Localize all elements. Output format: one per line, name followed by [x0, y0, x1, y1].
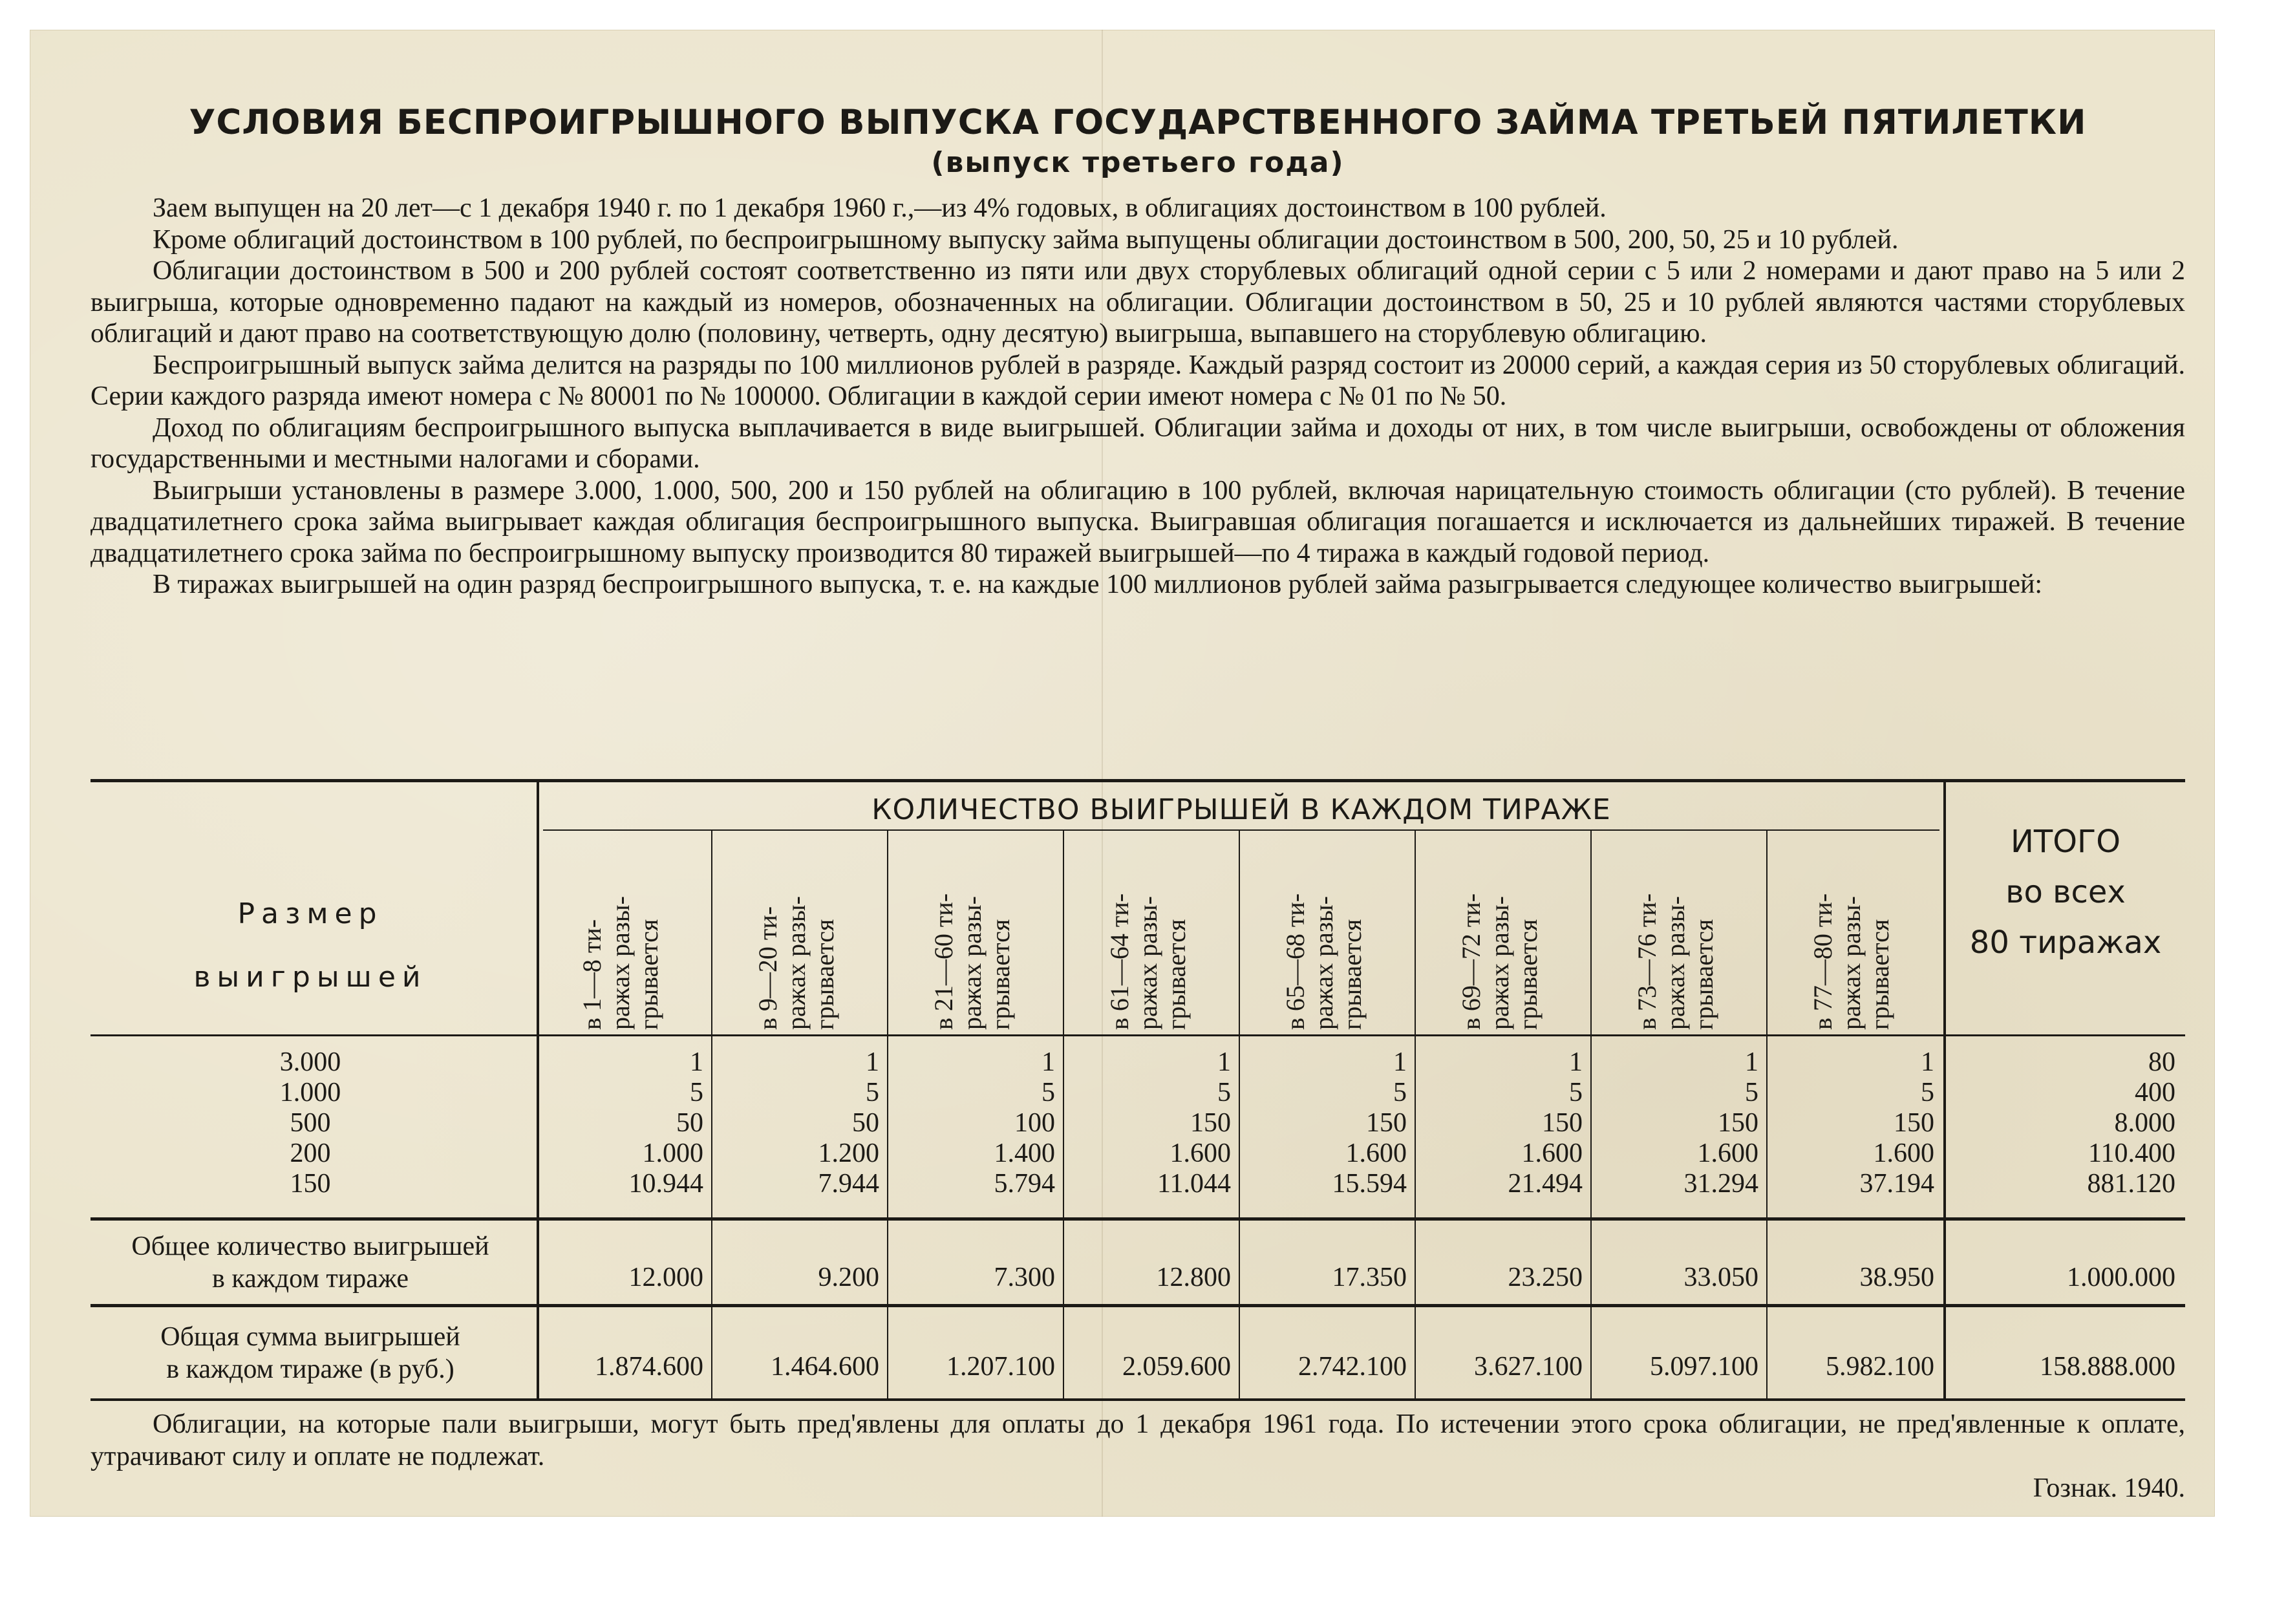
prize-size: 3.000: [279, 1047, 341, 1077]
draw-column-counts: [893, 1047, 1055, 1199]
table-cell: 1: [1921, 1047, 1934, 1077]
draw-column-counts: [1597, 1047, 1758, 1199]
table-rule: [1239, 831, 1240, 1401]
column-header-line: ражах разы-: [606, 896, 635, 1030]
table-cell: 5: [1042, 1078, 1055, 1107]
paragraph: Облигации достоинством в 500 и 200 рублей состоят соответственно из пяти или двух сторублевых облигаций одной серии с 5 или 2 номерами и дают право на 5 или 2 выигрыша, которые одновременно падают на каждый из номеров, обозначенных на облигации. Облигации достоинством в 50, 25 и 10 рублей являются частями сторублевых облигаций и дают право на соответствующую долю (половину, четверть, одну десятую) выигрыша, выпавшего на сторублевую облигацию.: [91, 256, 2185, 348]
count-row-label-line: Общее количество выигрышей: [131, 1232, 489, 1261]
sum-row-label: [91, 1321, 530, 1385]
table-cell: 1: [690, 1047, 703, 1077]
sum-cell: 1.464.600: [771, 1352, 879, 1382]
total-header: [1946, 817, 2185, 968]
closing-text: [91, 1408, 2185, 1473]
table-cell: 15.594: [1332, 1169, 1407, 1199]
table-cell: 150: [1894, 1108, 1934, 1138]
column-header-line: в 65—68 ти-: [1281, 893, 1310, 1030]
table-cell: 110.400: [2088, 1138, 2175, 1168]
column-header-line: ражах разы-: [1485, 896, 1514, 1030]
count-row-label: [91, 1230, 530, 1295]
table-rule: [887, 831, 888, 1401]
table-cell: 1.600: [1697, 1138, 1758, 1168]
sum-cell: 1.207.100: [946, 1352, 1055, 1382]
column-header-line: грывается: [1162, 919, 1191, 1030]
paragraph: Доход по облигациям беспроигрышного выпуска выплачивается в виде выигрышей. Облигации займа и доходы от них, в том числе выигрыши, освобождены от обложения государственными и местными налогами и сборами.: [91, 412, 2185, 474]
total-column: [1952, 1047, 2175, 1199]
total-header-line: ИТОГО: [2010, 824, 2121, 860]
count-cell: 38.950: [1859, 1263, 1934, 1292]
count-cell: 12.800: [1156, 1263, 1231, 1292]
table-cell: 5: [1745, 1078, 1758, 1107]
column-header-line: в 9—20 ти-: [753, 906, 782, 1030]
printer-imprint: Гознак. 1940.: [2033, 1473, 2185, 1503]
column-header-line: ражах разы-: [1837, 896, 1866, 1030]
total-header-line: 80 тиражах: [1969, 924, 2162, 961]
table-rule: [91, 1304, 2185, 1307]
total-header-line: во всех: [2005, 874, 2126, 910]
draw-column-counts: [1245, 1047, 1407, 1199]
draw-column-header: [1809, 855, 1894, 1030]
table-cell: 5: [1217, 1078, 1231, 1107]
table-cell: 150: [1190, 1108, 1231, 1138]
column-header-line: в 69—72 ти-: [1457, 893, 1486, 1030]
table-cell: 400: [2135, 1078, 2175, 1107]
table-cell: 1.400: [994, 1138, 1055, 1168]
table-cell: 1: [1217, 1047, 1231, 1077]
column-header-line: грывается: [810, 919, 839, 1030]
conditions-text: [91, 193, 2185, 601]
column-header-line: грывается: [1865, 919, 1894, 1030]
column-header-line: грывается: [1689, 919, 1718, 1030]
sum-cell: 5.982.100: [1826, 1352, 1934, 1382]
table-cell: 5: [1921, 1078, 1934, 1107]
table-cell: 150: [1542, 1108, 1583, 1138]
table-rule: [1063, 831, 1064, 1401]
column-header-line: грывается: [1513, 919, 1543, 1030]
table-cell: 150: [1718, 1108, 1758, 1138]
count-row-label-line: в каждом тираже: [212, 1264, 409, 1294]
count-cell: 9.200: [818, 1263, 879, 1292]
table-cell: 1: [1042, 1047, 1055, 1077]
prize-size-header-line: выигрышей: [193, 961, 427, 994]
paragraph: Выигрыши установлены в размере 3.000, 1.000, 500, 200 и 150 рублей на облигацию в 100 рублей, включая нарицательную стоимость облигации (сто рублей). В течение двадцатилетнего срока займа выигрывает каждая облигация беспроигрышного выпуска. Выигравшая облигация погашается и исключается из дальнейших тиражей. В течение двадцатилетнего срока займа по беспроигрышному выпуску производится 80 тиражей выигрышей—по 4 тиража в каждый годовой период.: [91, 475, 2185, 568]
draw-column-header: [1106, 855, 1191, 1030]
sum-cell: 2.059.600: [1122, 1352, 1231, 1382]
paragraph: Кроме облигаций достоинством в 100 рублей, по беспроигрышному выпуску займа выпущены облигации достоинством в 500, 200, 50, 25 и 10 рублей.: [153, 224, 1899, 255]
table-rule: [91, 1217, 2185, 1221]
count-cell: 7.300: [994, 1263, 1055, 1292]
group-header: КОЛИЧЕСТВО ВЫИГРЫШЕЙ В КАЖДОМ ТИРАЖЕ: [871, 793, 1611, 826]
prize-size: 200: [290, 1138, 331, 1168]
table-rule: [91, 1034, 2185, 1036]
sum-total-cell: 158.888.000: [2040, 1352, 2175, 1382]
column-header-line: в 21—60 ти-: [929, 893, 958, 1030]
prize-size-header-line: Размер: [237, 897, 383, 930]
document-subtitle: (выпуск третьего года): [931, 146, 1345, 179]
column-header-line: грывается: [1338, 919, 1367, 1030]
sum-cell: 3.627.100: [1474, 1352, 1583, 1382]
table-cell: 1.600: [1345, 1138, 1407, 1168]
table-cell: 5: [1393, 1078, 1407, 1107]
table-rule: [91, 1398, 2185, 1401]
table-cell: 31.294: [1683, 1169, 1758, 1199]
column-header-line: в 1—8 ти-: [577, 919, 606, 1030]
prize-size: 150: [290, 1169, 331, 1199]
table-cell: 1.600: [1873, 1138, 1934, 1168]
count-cell: 12.000: [628, 1263, 703, 1292]
draw-column-counts: [1773, 1047, 1934, 1199]
table-cell: 5: [866, 1078, 879, 1107]
table-cell: 11.044: [1157, 1169, 1231, 1199]
group-header-rule: [543, 829, 1939, 831]
column-header-line: ражах разы-: [957, 896, 987, 1030]
table-cell: 8.000: [2114, 1108, 2175, 1138]
table-cell: 1.600: [1170, 1138, 1231, 1168]
table-rule: [1415, 831, 1416, 1401]
column-header-line: ражах разы-: [1661, 896, 1690, 1030]
draw-column-counts: [1069, 1047, 1231, 1199]
column-header-line: грывается: [986, 919, 1015, 1030]
draw-column-header: [1633, 855, 1718, 1030]
prize-size-header: [91, 882, 530, 1009]
column-header-line: в 77—80 ти-: [1808, 893, 1837, 1030]
table-cell: 21.494: [1508, 1169, 1583, 1199]
draw-column-header: [754, 855, 839, 1030]
table-cell: 1: [1745, 1047, 1758, 1077]
paragraph: Облигации, на которые пали выигрыши, могут быть пред'явлены для оплаты до 1 декабря 1961 года. По истечении этого срока облигации, не пред'явленные к оплате, утрачивают силу и оплате не подлежат.: [91, 1409, 2185, 1471]
table-cell: 5.794: [994, 1169, 1055, 1199]
table-cell: 5: [1569, 1078, 1583, 1107]
table-cell: 150: [1366, 1108, 1407, 1138]
count-cell: 17.350: [1332, 1263, 1407, 1292]
draw-column-counts: [1421, 1047, 1583, 1199]
table-cell: 1.600: [1521, 1138, 1583, 1168]
table-cell: 1: [866, 1047, 879, 1077]
draw-column-header: [930, 855, 1015, 1030]
draw-column-counts: [718, 1047, 879, 1199]
count-cell: 33.050: [1683, 1263, 1758, 1292]
draw-column-header: [1281, 855, 1367, 1030]
table-cell: 1: [1393, 1047, 1407, 1077]
paragraph: Беспроигрышный выпуск займа делится на разряды по 100 миллионов рублей в разряде. Каждый разряд состоит из 20000 серий, а каждая серия из 50 сторублевых облигаций. Серии каждого разряда имеют номера с № 80001 по № 100000. Облигации в каждой серии имеют номера с № 01 по № 50.: [91, 350, 2185, 411]
sum-cell: 1.874.600: [595, 1352, 703, 1382]
table-rule: [1590, 831, 1592, 1401]
table-cell: 50: [852, 1108, 879, 1138]
count-cell: 23.250: [1508, 1263, 1583, 1292]
table-cell: 5: [690, 1078, 703, 1107]
column-header-line: ражах разы-: [782, 896, 811, 1030]
table-cell: 37.194: [1859, 1169, 1934, 1199]
prize-table: [91, 779, 2185, 1401]
table-cell: 10.944: [628, 1169, 703, 1199]
table-cell: 100: [1014, 1108, 1055, 1138]
column-header-line: ражах разы-: [1309, 896, 1338, 1030]
table-cell: 1.200: [818, 1138, 879, 1168]
draw-column-header: [1457, 855, 1543, 1030]
column-header-line: ражах разы-: [1133, 896, 1162, 1030]
table-rule: [711, 831, 712, 1401]
count-total-cell: 1.000.000: [2067, 1263, 2175, 1292]
table-cell: 1: [1569, 1047, 1583, 1077]
sum-row-label-line: Общая сумма выигрышей: [160, 1322, 460, 1352]
column-header-line: в 61—64 ти-: [1105, 893, 1134, 1030]
paragraph: В тиражах выигрышей на один разряд беспроигрышного выпуска, т. е. на каждые 100 миллионов рублей займа разыгрывается следующее количество выигрышей:: [153, 570, 2043, 599]
table-cell: 881.120: [2087, 1169, 2175, 1199]
sum-row-label-line: в каждом тираже (в руб.): [166, 1354, 454, 1384]
table-rule: [91, 779, 2185, 782]
sum-cell: 5.097.100: [1650, 1352, 1758, 1382]
prize-size-column: [91, 1047, 530, 1199]
table-cell: 80: [2148, 1047, 2175, 1077]
table-rule: [1766, 831, 1768, 1401]
paragraph: Заем выпущен на 20 лет—с 1 декабря 1940 г. по 1 декабря 1960 г.,—из 4% годовых, в облигациях достоинством в 100 рублей.: [153, 193, 1607, 223]
document-title: УСЛОВИЯ БЕСПРОИГРЫШНОГО ВЫПУСКА ГОСУДАРСТВЕННОГО ЗАЙМА ТРЕТЬЕЙ ПЯТИЛЕТКИ: [189, 103, 2087, 142]
column-header-line: в 73—76 ти-: [1632, 893, 1661, 1030]
sum-cell: 2.742.100: [1298, 1352, 1407, 1382]
draw-column-header: [578, 855, 663, 1030]
table-cell: 50: [676, 1108, 703, 1138]
draw-column-counts: [543, 1047, 703, 1199]
prize-size: 1.000: [279, 1078, 341, 1107]
table-rule: [537, 779, 539, 1401]
table-cell: 7.944: [818, 1169, 879, 1199]
prize-size: 500: [290, 1108, 331, 1138]
table-cell: 1.000: [642, 1138, 703, 1168]
column-header-line: грывается: [634, 919, 663, 1030]
